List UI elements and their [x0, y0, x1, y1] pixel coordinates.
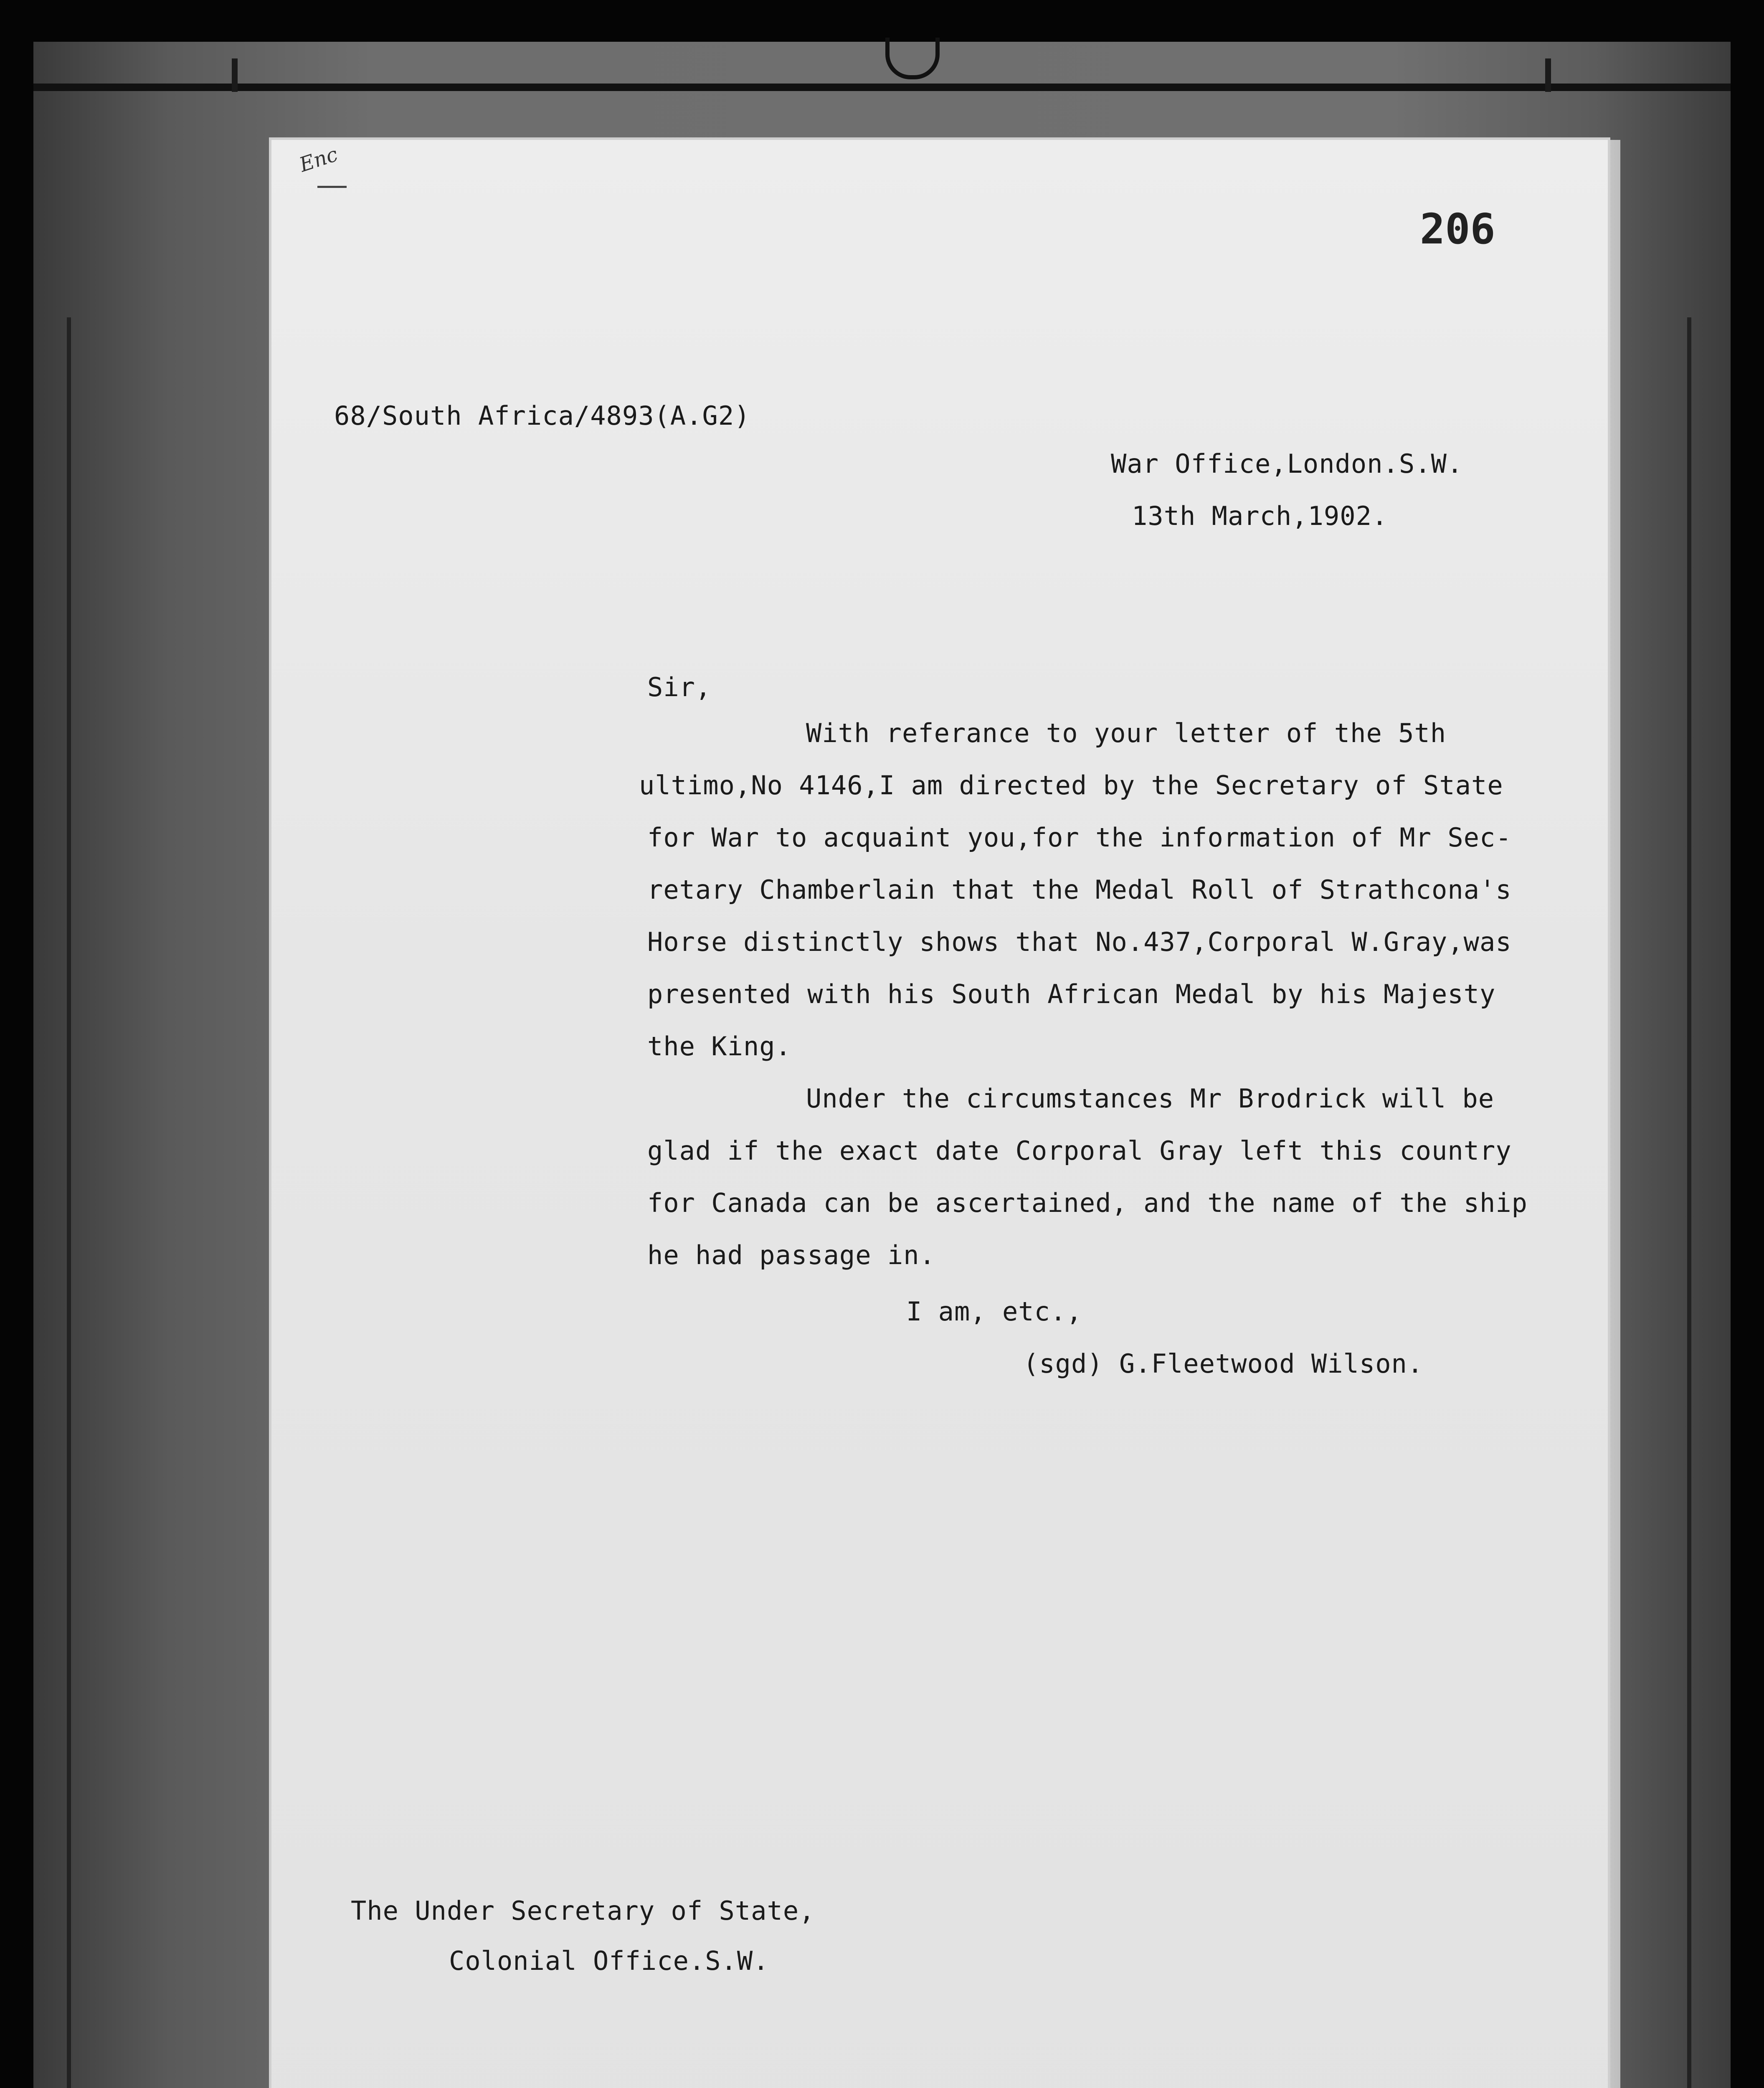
sender-address: War Office,London.S.W.: [1111, 449, 1463, 479]
salutation: Sir,: [647, 672, 712, 702]
body-line: for Canada can be ascertained, and the name of the ship: [647, 1188, 1528, 1218]
letter-sheet: [271, 140, 1608, 2088]
body-line: glad if the exact date Corporal Gray left this country: [647, 1135, 1512, 1166]
body-line: Under the circumstances Mr Brodrick will be: [806, 1083, 1495, 1114]
letter-date: 13th March,1902.: [1132, 501, 1388, 531]
signature: (sgd) G.Fleetwood Wilson.: [1023, 1348, 1424, 1379]
body-line: ultimo,No 4146,I am directed by the Secretary of State: [639, 770, 1503, 801]
board-top-edge: [33, 84, 1731, 91]
frame-tick-left: [232, 58, 238, 92]
body-line: for War to acquaint you,for the information of Mr Sec-: [647, 822, 1512, 853]
page-number: 206: [1420, 205, 1495, 253]
body-line: Horse distinctly shows that No.437,Corporal W.Gray,was: [647, 927, 1512, 957]
body-line: presented with his South African Medal by his Majesty: [647, 979, 1496, 1009]
body-line: he had passage in.: [647, 1240, 935, 1270]
frame-tick-right: [1545, 58, 1551, 92]
file-reference: 68/South Africa/4893(A.G2): [334, 400, 750, 431]
handwritten-note: Enc: [297, 142, 341, 177]
body-line: With referance to your letter of the 5th: [806, 718, 1447, 748]
board-left-edge-line: [67, 317, 71, 2088]
addressee-line: The Under Secretary of State,: [351, 1895, 815, 1926]
addressee-line: Colonial Office.S.W.: [449, 1946, 769, 1976]
handwritten-underline: [317, 186, 347, 188]
board-right-edge-line: [1687, 317, 1691, 2088]
body-line: retary Chamberlain that the Medal Roll of Strathcona's: [647, 874, 1512, 905]
body-line: the King.: [647, 1031, 791, 1062]
closing: I am, etc.,: [906, 1296, 1082, 1327]
